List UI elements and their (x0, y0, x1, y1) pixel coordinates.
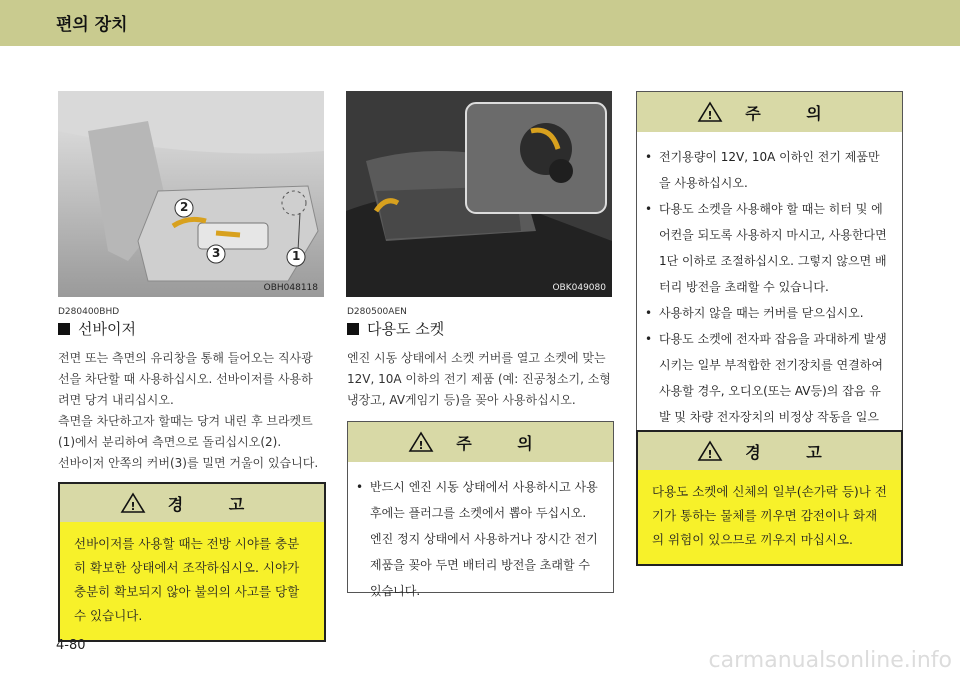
outlet-caution-box (636, 91, 903, 439)
svg-text:!: ! (130, 500, 136, 513)
outlet-warning-box (636, 430, 903, 566)
warning-header (638, 432, 901, 470)
warning-header (60, 484, 324, 522)
warning-text: 선바이저를 사용할 때는 전방 시야를 충분히 확보한 상태에서 조작하십시오. 시야가 충분히 확보되지 않아 불의의 사고를 당할 수 있습니다. (60, 522, 324, 640)
sun-visor-photo (58, 91, 324, 297)
callout-2: 2 (180, 200, 189, 214)
page-number: 4-80 (56, 638, 86, 653)
caution-triangle-icon (408, 431, 434, 453)
caution-triangle-icon (697, 101, 723, 123)
section-heading (347, 318, 444, 339)
caution-title: 주 의 (456, 433, 553, 453)
warning-text: 다용도 소켓에 신체의 일부(손가락 등)나 전기가 통하는 물체를 끼우면 감전이나 화재의 위험이 있으므로 끼우지 마십시오. (638, 470, 901, 564)
power-outlet-caution-box (347, 421, 614, 598)
svg-text:!: ! (707, 109, 713, 122)
sun-visor-text (58, 348, 324, 474)
heading-text: 다용도 소켓 (367, 320, 445, 338)
section-code: D280400BHD (58, 307, 120, 317)
callout-3: 3 (212, 246, 221, 260)
svg-text:!: ! (707, 448, 713, 461)
sun-visor-warning-box (58, 482, 326, 642)
section-code: D280500AEN (347, 307, 407, 317)
warning-title: 경 고 (745, 442, 842, 462)
paragraph: 엔진 시동 상태에서 소켓 커버를 열고 소켓에 맞는 12V, 10A 이하의 전기 제품 (예: 진공청소기, 소형 냉장고, AV게임기 등)을 꽂아 사용하십시오. (347, 351, 611, 407)
paragraph: 전면 또는 측면의 유리창을 통해 들어오는 직사광선을 차단할 때 사용하십시오. 선바이저를 사용하려면 당겨 내리십시오. (58, 351, 313, 407)
power-outlet-photo (346, 91, 612, 297)
caution-item: • 사용하지 않을 때는 커버를 닫으십시오. (639, 300, 890, 326)
warning-triangle-icon (120, 492, 146, 514)
caution-title: 주 의 (745, 103, 842, 123)
section-heading (58, 318, 136, 339)
caution-item: • 다용도 소켓을 사용해야 할 때는 히터 및 에어컨을 되도록 사용하지 마시고, 사용한다면 1단 이하로 조절하십시오. 그렇지 않으면 배터리 방전을 초래할 수 있습니다. (639, 196, 890, 300)
warning-triangle-icon (697, 440, 723, 462)
photo-code: OBK049080 (552, 283, 606, 293)
photo-code: OBH048118 (263, 283, 318, 293)
callout-1: 1 (292, 249, 301, 263)
caution-item: • 반드시 엔진 시동 상태에서 사용하시고 사용 후에는 플러그를 소켓에서 뽑아 두십시오. 엔진 정지 상태에서 사용하거나 장시간 전기 제품을 꽂아 두면 배터리 방전을 초래할 수 있습니다. (350, 474, 601, 604)
paragraph: 선바이저 안쪽의 커버(3)를 밀면 거울이 있습니다. (58, 456, 319, 470)
bullet-square (347, 323, 359, 335)
section-title: 편의 장치 (56, 15, 128, 35)
caution-header (637, 92, 902, 132)
header-bar (0, 0, 960, 46)
bullet-square (58, 323, 70, 335)
paragraph: 측면을 차단하고자 할때는 당겨 내린 후 브라켓트(1)에서 분리하여 측면으로 돌리십시오(2). (58, 414, 313, 449)
warning-title: 경 고 (167, 494, 265, 514)
watermark: carmanualsonline.info (708, 648, 952, 673)
caution-header (348, 422, 613, 462)
caution-item: • 다용도 소켓에 전자파 잡음을 과대하게 발생시키는 일부 부적합한 전기장치를 연결하여 사용할 경우, 오디오(또는 AV등)의 잡음 유발 및 차량 전자장치의 비정상 작동을 일으 (639, 326, 890, 456)
heading-text: 선바이저 (78, 320, 136, 338)
svg-text:!: ! (418, 439, 424, 452)
caution-item: • 전기용량이 12V, 10A 이하인 전기 제품만을 사용하십시오. (639, 144, 890, 196)
power-outlet-text (347, 348, 613, 411)
